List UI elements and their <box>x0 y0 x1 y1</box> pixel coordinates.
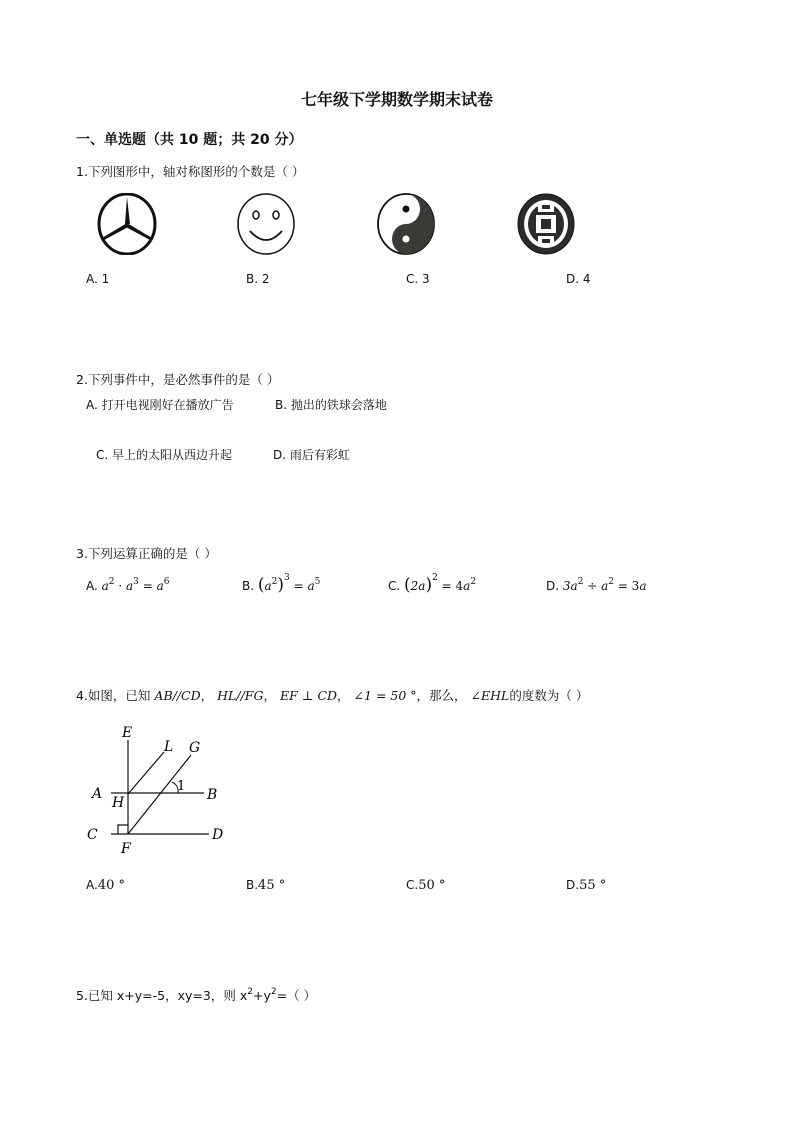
label-h: H <box>112 795 125 811</box>
q4-option-a[interactable]: A.40 ° <box>86 878 125 893</box>
q4-option-b[interactable]: B.45 ° <box>246 878 286 893</box>
question-1-stem: 1.下列图形中，轴对称图形的个数是（ ） <box>76 164 305 179</box>
section-heading: 一、单选题（共 10 题；共 20 分） <box>76 132 303 148</box>
page-title: 七年级下学期数学期末试卷 <box>300 90 493 109</box>
q1-option-b[interactable]: B. 2 <box>246 272 270 286</box>
q3-option-a[interactable] <box>86 577 169 593</box>
q4-option-c[interactable]: C.50 ° <box>406 878 446 893</box>
q1-option-a[interactable]: A. 1 <box>86 272 110 286</box>
label-g: G <box>189 740 201 756</box>
label-l: L <box>164 739 174 755</box>
question-3-stem: 3.下列运算正确的是（ ） <box>76 546 217 561</box>
q3-option-b[interactable] <box>242 573 320 595</box>
yin-yang-icon <box>376 193 436 255</box>
q3-option-c[interactable] <box>388 573 476 595</box>
q1-option-d[interactable]: D. 4 <box>566 272 591 286</box>
q2-option-b[interactable]: B. 抛出的铁球会落地 <box>275 398 387 412</box>
chinese-coin-icon <box>516 193 576 255</box>
mercedes-logo-icon <box>97 193 157 255</box>
formula-c: $(2a)^2 = 4a^2$ <box>404 573 477 595</box>
q2-option-d[interactable]: D. 雨后有彩虹 <box>273 448 350 462</box>
option-label: C. <box>388 579 401 593</box>
option-label: B. <box>242 579 255 593</box>
label-a: A <box>92 786 103 802</box>
option-label: A. <box>86 579 98 593</box>
label-c: C <box>87 827 98 843</box>
formula-a: $a^2 \cdot a^3 = a^6$ <box>101 577 170 593</box>
label-e: E <box>122 725 133 741</box>
question-4-stem: 4.如图，已知 AB//CD， HL//FG， EF ⊥ CD， ∠1 = 50 °，那么， ∠EHL的度数为（ ） <box>76 688 589 703</box>
formula-d: $3a^2 \div a^2 = 3a$ <box>562 577 647 593</box>
label-d: D <box>212 827 224 843</box>
question-5-stem: 5.已知 x+y=-5，xy=3，则 $x^2+y^2=$（ ） <box>76 987 317 1003</box>
geometry-diagram <box>84 722 234 860</box>
q3-option-d[interactable] <box>546 577 646 593</box>
q2-option-a[interactable]: A. 打开电视刚好在播放广告 <box>86 398 234 412</box>
formula-b: $(a^2)^3 = a^5$ <box>257 573 321 595</box>
label-angle-1: 1 <box>177 779 186 794</box>
question-2-stem: 2.下列事件中，是必然事件的是（ ） <box>76 372 280 387</box>
q4-option-d[interactable]: D.55 ° <box>566 878 607 893</box>
option-label: D. <box>546 579 560 593</box>
q2-option-c[interactable]: C. 早上的太阳从西边升起 <box>96 448 233 462</box>
q1-option-c[interactable]: C. 3 <box>406 272 430 286</box>
label-f: F <box>121 841 131 857</box>
label-b: B <box>207 787 218 803</box>
smiley-face-icon <box>236 193 296 255</box>
